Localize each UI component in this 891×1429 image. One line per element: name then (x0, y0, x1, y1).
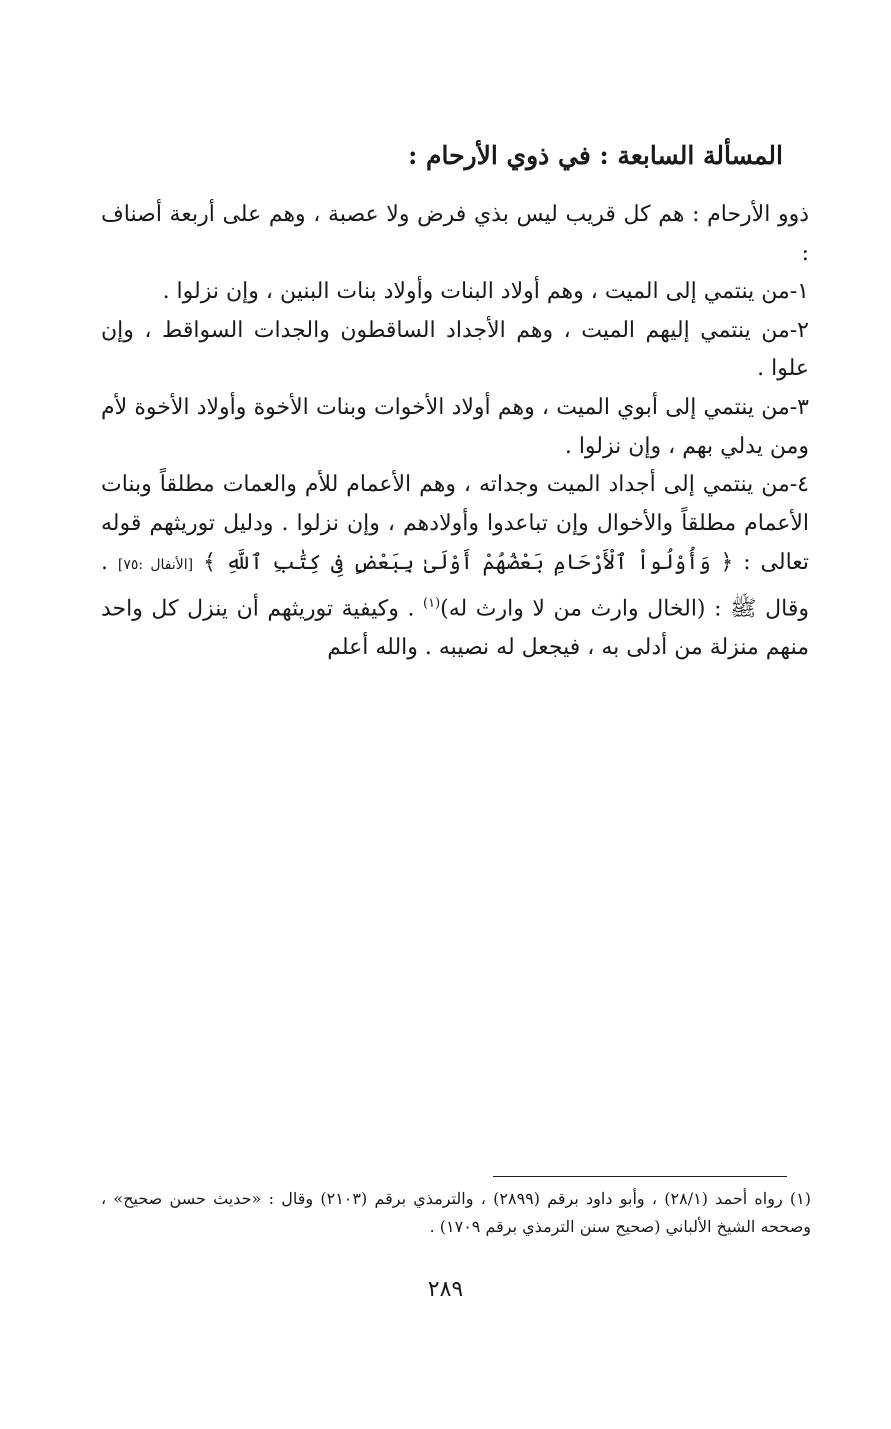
paragraph-intro: ذوو الأرحام : هم كل قريب ليس بذي فرض ولا عصبة ، وهم على أربعة أصناف : (101, 202, 809, 266)
paragraph-4-text: ٤-من ينتمي إلى أجداد الميت وجداته ، وهم الأعمام للأم والعمات مطلقاً وبنات الأعمام مطلقاً والأخوال وإن تباعدوا وأولادهم ، وإن نزلوا . ودليل توريثهم قوله تعالى : (101, 472, 810, 576)
page-number: ٢٨٩ (427, 1277, 464, 1302)
footnote-marker: (١) (423, 595, 441, 611)
verse-reference: [الأنفال :٧٥] (117, 557, 194, 574)
paragraph-category-2: ٢-من ينتمي إليهم الميت ، وهم الأجداد الساقطون والجدات السواقط ، وإن علوا . (101, 317, 809, 382)
quran-bracket-open: ﴿ (720, 550, 734, 576)
paragraph-category-1: ١-من ينتمي إلى الميت ، وهم أولاد البنات وأولاد بنات البنين ، وإن نزلوا . (162, 279, 809, 305)
section-heading: المسألة السابعة : في ذوي الأرحام : (408, 141, 783, 170)
paragraph-4-ending: . وكيفية توريثهم أن ينزل كل واحد منهم منزلة من أدلى به ، فيجعل له نصيبه . والله أعلم (101, 596, 809, 660)
quran-verse: وَأُوْلُواْ ٱلْأَرْحَامِ بَعْضُهُمْ أَوْلَىٰ بِبَعْضٍ فِى كِتَٰبِ ٱللَّهِ (225, 550, 711, 575)
main-text (101, 196, 809, 667)
footnote-divider (493, 1176, 787, 1177)
hadith-text: . وقال ﷺ : (الخال وارث من لا وارث له) (101, 550, 809, 622)
paragraph-category-4 (101, 466, 809, 667)
footnote: (١) رواه أحمد (٢٨/١) ، وأبو داود برقم (٢٨٩٩) ، والترمذي برقم (٢١٠٣) وقال : «حديث حسن صحيح» ، وصححه الشيخ الألباني (صحيح سنن الترمذي برقم ١٧٠٩) . (101, 1189, 812, 1236)
quran-bracket-close: ﴾ (202, 550, 216, 576)
paragraph-category-3: ٣-من ينتمي إلى أبوي الميت ، وهم أولاد الأخوات وبنات الأخوة وأولاد الأخوة لأم ومن يدلي بهم ، وإن نزلوا . (101, 394, 809, 459)
